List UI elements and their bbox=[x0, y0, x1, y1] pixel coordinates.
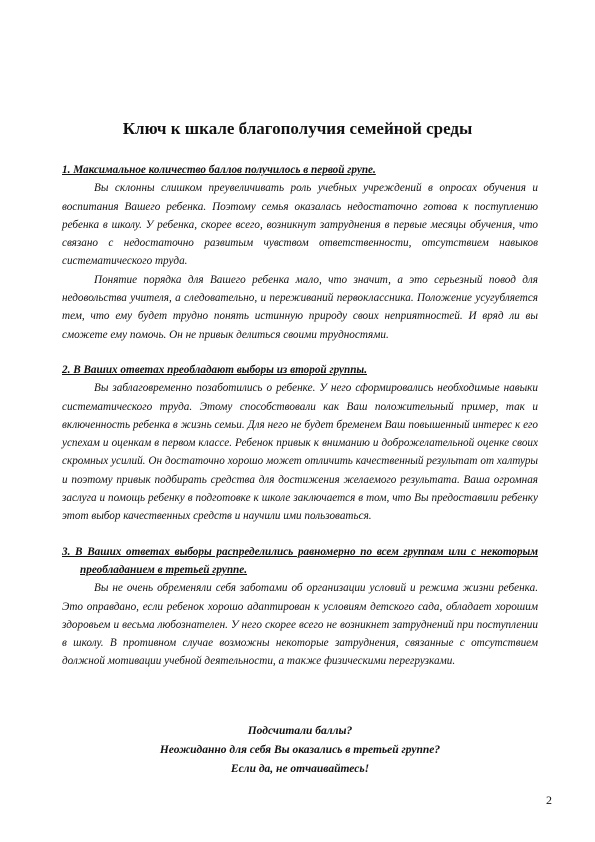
document-title: Ключ к шкале благополучия семейной среды bbox=[122, 119, 473, 138]
closing-line: Если да, не отчаивайтесь! bbox=[230, 763, 370, 775]
section-heading: 2. В Ваших ответах преобладают выборы из второй группы. bbox=[62, 363, 367, 376]
page-number: 2 bbox=[546, 793, 552, 807]
section-3 bbox=[62, 543, 538, 671]
section-paragraph: Вы заблаговременно позаботились о ребенке. У него сформировались необходимые навыки систематического труда. Этому способствовали как Ваш положительный пример, так и включенность ребенка в жизнь семьи. Для него не будет бременем Ваш повышенный интерес к его успехам и оценкам в первом классе. Ребенок привык к вниманию и доброжелательной оценке своих скромных усилий. Он достаточно хорошо может отличить качественный результат от халтуры и поэтому привык подбирать средства для достижения желаемого результата. Ваша огромная заслуга и помощь ребенку в подготовке к школе заключается в том, что Вы предоставили ребенку этот выбор качественных средств и научили ими пользоваться. bbox=[62, 382, 538, 523]
section-heading: 3. В Ваших ответах выборы распределились равномерно по всем группам или с некоторым преобладанием в третьей группе. bbox=[62, 545, 538, 576]
section-heading: 1. Максимальное количество баллов получилось в первой групе. bbox=[62, 164, 376, 176]
closing-remarks bbox=[62, 722, 538, 779]
document-body bbox=[62, 161, 538, 671]
section-paragraph: Вы склонны слишком преувеличивать роль учебных учреждений в опросах обучения и воспитания Вашего ребенка. Поэтому семья оказалась недостаточно готова к поступлению ребенка в школу. У ребенка, скорее всего, возникнут затруднения в первые месяцы обучения, что связано с недостаточно развитым чувством ответственности, отсутствием навыков систематического труда. bbox=[62, 182, 538, 268]
section-paragraph: Понятие порядка для Вашего ребенка мало, что значит, а это серьезный повод для недовольства учителя, а следовательно, и переживаний первоклассника. Положение усугубляется тем, что ему будет трудно понять истинную природу своих неприятностей. И вряд ли вы сможете ему помочь. Он не привык делиться своими трудностями. bbox=[62, 273, 538, 341]
closing-line: Подсчитали баллы? bbox=[247, 725, 353, 737]
closing-line: Неожиданно для себя Вы оказались в третьей группе? bbox=[159, 744, 441, 756]
section-2 bbox=[62, 361, 538, 526]
section-paragraph: Вы не очень обременяли себя заботами об организации условий и режима жизни ребенка. Это оправдано, если ребенок хорошо адаптирован к условиям детского сада, обладает хорошим здоровьем и весьма любознателен. У него скорее всего не возникнет затруднений при поступлении в школу. В противном случае возможны некоторые затруднения, связанные с отсутствием должной мотивации учебной деятельности, а также физическими перегрузками. bbox=[62, 582, 538, 668]
section-1 bbox=[62, 161, 538, 344]
